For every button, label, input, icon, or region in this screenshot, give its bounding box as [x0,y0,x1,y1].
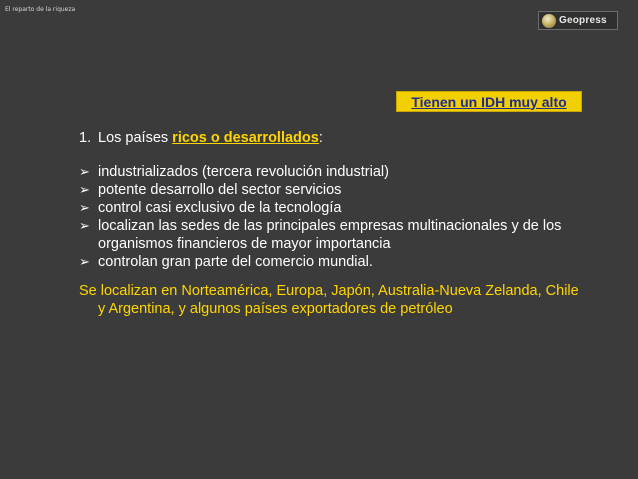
arrow-bullet-icon: ➢ [79,182,90,197]
heading-highlight: ricos o desarrollados [172,130,319,146]
list-number: 1. [79,130,92,146]
list-item-text: controlan gran parte del comercio mundial. [98,254,373,270]
list-item-text: industrializados (tercera revolución industrial) [98,164,389,180]
list-item-text: control casi exclusivo de la tecnología [98,200,342,216]
arrow-bullet-icon: ➢ [79,164,90,179]
arrow-bullet-icon: ➢ [79,254,90,269]
slide-content [79,129,579,318]
bullet-list [79,163,579,271]
logo-text: Geopress [559,15,607,26]
list-item [79,199,579,217]
list-item-text: localizan las sedes de las principales empresas multinacionales y de los organismos financieros de mayor importancia [98,218,562,252]
heading-suffix: : [318,130,323,146]
arrow-bullet-icon: ➢ [79,200,90,215]
list-item [79,163,579,181]
idh-badge-label: Tienen un IDH muy alto [411,93,567,110]
numbered-heading [79,129,579,147]
list-item [79,253,579,271]
slide-header-title: El reparto de la riqueza [5,6,76,13]
arrow-bullet-icon: ➢ [79,218,90,233]
heading-intro: Los países [98,130,173,146]
location-paragraph: Se localizan en Norteamérica, Europa, Japón, Australia-Nueva Zelanda, Chile y Argentina, y algunos países exportadores de petróleo [79,283,579,317]
list-item [79,217,579,253]
globe-icon [542,14,556,28]
list-item-text: potente desarrollo del sector servicios [98,182,342,198]
geopress-logo [538,11,618,30]
list-item [79,181,579,199]
idh-badge [396,91,582,112]
